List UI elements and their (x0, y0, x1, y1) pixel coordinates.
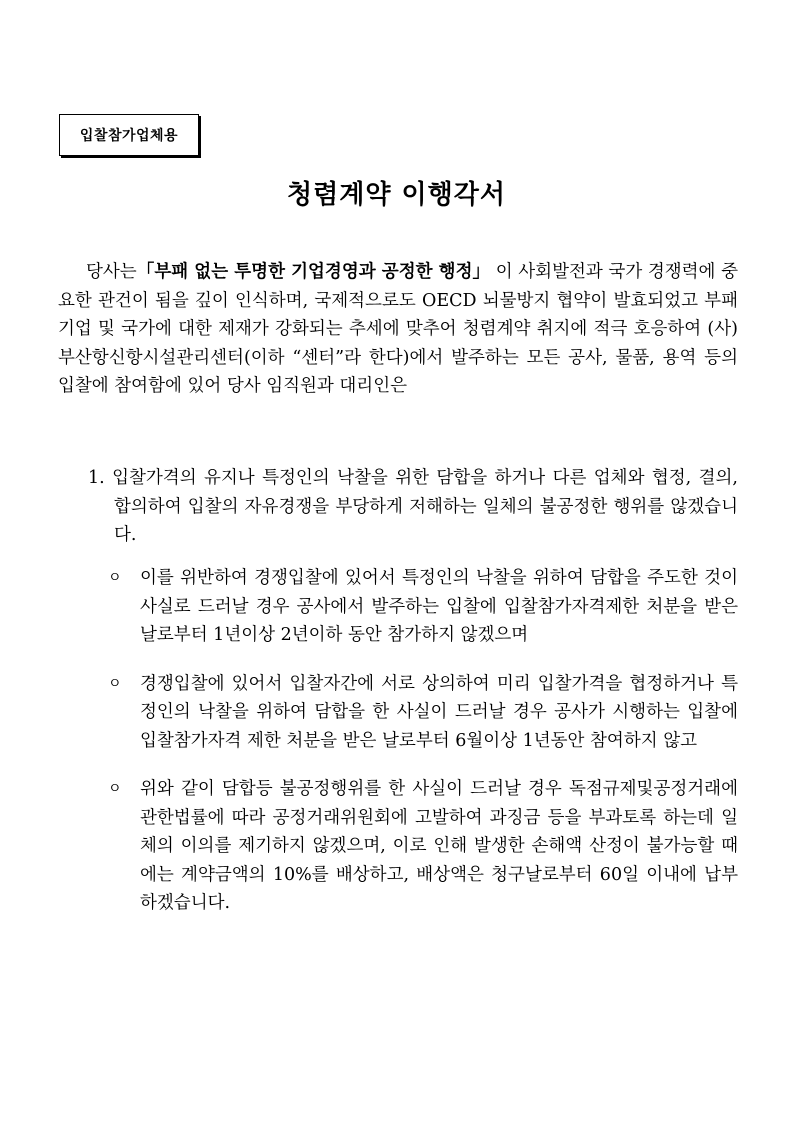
intro-suffix: 이 사회발전과 국가 경쟁력에 중요한 관건이 됨을 깊이 인식하며, 국제적으로도 OECD 뇌물방지 협약이 발효되었고 부패기업 및 국가에 대한 제재가 강화되는 추세에 맞추어 청렴계약 취지에 적극 호응하여 (사)부산항신항시설관리센터(이하 “센터”라 한다)에서 발주하는 모든 공사, 물품, 용역 등의 입찰에 참여함에 있어 당사 임직원과 대리인은 (58, 262, 738, 396)
document-title: 청렴계약 이행각서 (287, 180, 506, 210)
bullet-icon: ㅇ (108, 570, 122, 586)
numbered-item-1 (88, 464, 738, 550)
sub-item (108, 670, 738, 756)
item-text: 입찰가격의 유지나 특정인의 낙찰을 위한 담합을 하거나 다른 업체와 협정, 결의, 합의하여 입찰의 자유경쟁을 부당하게 저해하는 일체의 불공정한 행위를 않겠습니다. (112, 468, 738, 545)
bullet-icon: ㅇ (108, 675, 122, 692)
sub-item (108, 564, 738, 650)
sub-item-list (108, 564, 738, 938)
sub-item-text: 위와 같이 담합등 불공정행위를 한 사실이 드러날 경우 독점규제및공정거래에 관한법률에 따라 공정거래위원회에 고발하여 과징금 등을 부과토록 하는데 일체의 이의를 제기하지 않겠으며, 이로 인해 발생한 손해액 산정이 불가능할 때에는 계약금액의 10%를 배상하고, 배상액은 청구날로부터 60일 이내에 납부하겠습니다. (140, 779, 738, 913)
intro-paragraph (58, 258, 738, 401)
item-number: 1. (88, 468, 105, 488)
intro-emphasis: 「부패 없는 투명한 기업경영과 공정한 행정」 (136, 262, 491, 282)
sub-item-text: 이를 위반하여 경쟁입찰에 있어서 특정인의 낙찰을 위하여 담합을 주도한 것이 사실로 드러날 경우 공사에서 발주하는 입찰에 입찰참가자격제한 처분을 받은 날로부터 1년이상 2년이하 동안 참가하지 않겠으며 (140, 568, 738, 645)
sub-item-text: 경쟁입찰에 있어서 입찰자간에 서로 상의하여 미리 입찰가격을 협정하거나 특정인의 낙찰을 위하여 담합을 한 사실이 드러날 경우 공사가 시행하는 입찰에 입찰참가자격 제한 처분을 받은 날로부터 6월이상 1년동안 참여하지 않고 (140, 673, 738, 751)
bidder-label: 입찰참가업체용 (79, 128, 179, 144)
bullet-icon: ㅇ (108, 781, 122, 797)
bidder-label-box (59, 114, 199, 156)
sub-item (108, 775, 738, 918)
intro-prefix: 당사는 (86, 262, 137, 282)
